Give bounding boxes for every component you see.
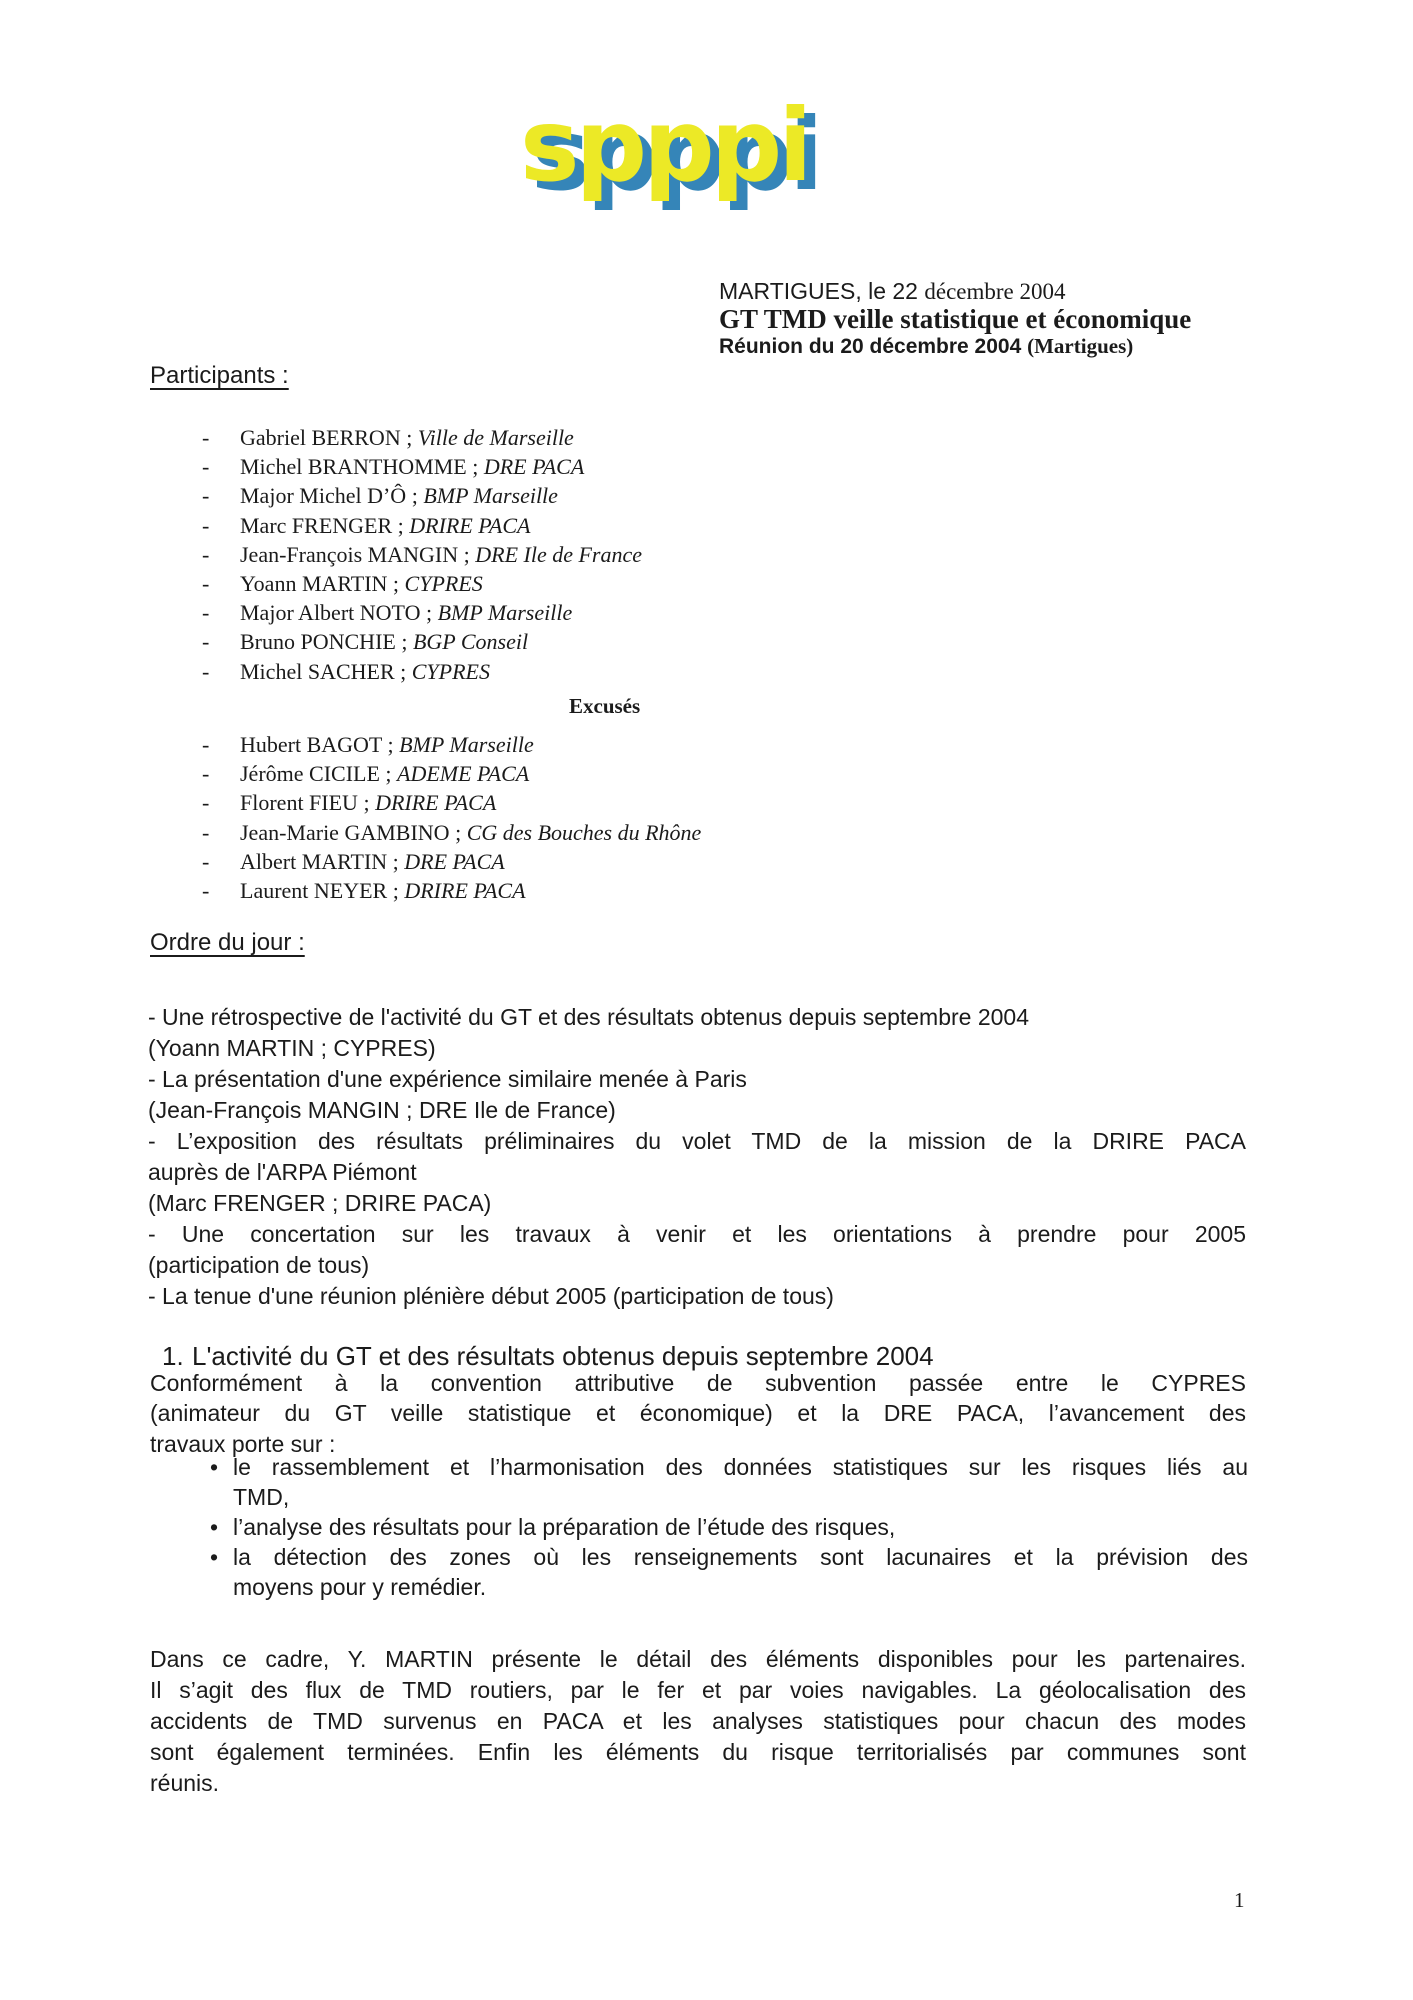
separator: ; [466,454,484,480]
dash-marker: - [202,571,210,597]
separator: ; [387,848,405,874]
dash-marker: - [202,541,210,567]
bullet-line: l’analyse des résultats pour la préparation de l’étude des risques, [233,1514,896,1540]
list-item [202,876,701,905]
participant-org: DRE PACA [404,848,505,874]
participant-org: CG des Bouches du Rhône [466,819,702,845]
bullet-item [210,1452,1248,1512]
dash-marker: - [202,848,210,874]
section-number: 1. [162,1341,184,1371]
participants-heading: Participants : [150,362,289,389]
participant-org: ADEME PACA [397,761,530,787]
closing-line: réunis. [150,1770,220,1796]
agenda-line: - La tenue d'une réunion plénière début 2005 (participation de tous) [148,1283,834,1309]
subtitle-place: (Martigues) [1027,334,1134,358]
list-item [202,759,701,788]
dash-marker: - [202,483,210,509]
participant-name: Jérôme CICILE [240,761,380,787]
participant-org: BMP Marseille [437,600,573,626]
participant-name: Yoann MARTIN [240,571,388,597]
bullet-line: le rassemblement et l’harmonisation des données statistiques sur les risques liés au [233,1454,1248,1480]
document-header [719,279,1191,359]
list-item [202,511,642,540]
bullet-marker: • [210,1514,219,1540]
participant-name: Florent FIEU [240,790,358,816]
participant-org: DRE Ile de France [475,541,643,567]
agenda-list [148,1002,1246,1312]
list-item [202,818,701,847]
participant-entry [240,423,574,452]
closing-line: Il s’agit des flux de TMD routiers, par le fer et par voies navigables. La géolocalisation des [150,1677,1246,1703]
participant-entry [240,627,528,656]
participant-org: BMP Marseille [399,732,534,757]
section-intro [150,1368,1246,1459]
bullet-item [210,1542,1248,1602]
dash-marker: - [202,732,210,757]
list-item [202,847,701,876]
separator: ; [458,541,476,567]
agenda-line: - La présentation d'une expérience similaire menée à Paris [148,1066,747,1092]
participant-org: CYPRES [404,571,483,597]
closing-line: Dans ce cadre, Y. MARTIN présente le détail des éléments disponibles pour les partenaires. [150,1646,1246,1672]
document-subtitle [719,334,1191,359]
bullet-line: la détection des zones où les renseignements sont lacunaires et la prévision des [233,1544,1248,1570]
participant-name: Michel SACHER [240,658,395,684]
separator: ; [392,512,410,538]
date-month: décembre 2004 [924,279,1066,304]
participant-name: Major Albert NOTO [240,600,421,626]
participant-name: Laurent NEYER [240,878,388,904]
closing-line: accidents de TMD survenus en PACA et les analyses statistiques pour chacun des modes [150,1708,1246,1734]
dash-marker: - [202,658,210,684]
bullet-line: TMD, [233,1484,290,1510]
participant-name: Bruno PONCHIE [240,629,396,655]
participant-name: Michel BRANTHOMME [240,454,467,480]
bullet-line: moyens pour y remédier. [233,1574,487,1600]
participant-entry [240,511,530,540]
bullet-marker: • [210,1454,219,1480]
document-title: GT TMD veille statistique et économique [719,304,1192,334]
participant-org: DRIRE PACA [404,878,526,904]
intro-line: travaux porte sur : [150,1430,336,1457]
list-item [202,481,642,510]
separator: ; [357,790,376,816]
participant-org: CYPRES [411,658,490,684]
participant-name: Major Michel D’Ô [240,483,407,509]
participant-org: DRE PACA [483,454,585,480]
participant-name: Hubert BAGOT [240,732,382,757]
participant-org: BGP Conseil [412,629,529,655]
list-item [202,788,701,817]
separator: ; [406,483,424,509]
agenda-line: - Une concertation sur les travaux à venir et les orientations à prendre pour 2005 [148,1221,1246,1247]
agenda-line: - Une rétrospective de l'activité du GT et des résultats obtenus depuis septembre 2004 [148,1004,1030,1030]
bullet-item [210,1512,1248,1542]
separator: ; [395,629,413,655]
participant-name: Gabriel BERRON [240,425,401,450]
list-item [202,598,642,627]
participant-entry [240,540,642,569]
agenda-line: auprès de l'ARPA Piémont [148,1159,417,1185]
list-item [202,730,701,759]
agenda-line: (participation de tous) [148,1252,370,1278]
bullet-text [233,1452,1248,1512]
separator: ; [449,819,467,845]
agenda-heading: Ordre du jour : [150,929,305,956]
dash-marker: - [202,600,210,626]
agenda-line: (Marc FRENGER ; DRIRE PACA) [148,1190,492,1216]
participant-name: Albert MARTIN [240,848,388,874]
dash-marker: - [202,761,210,787]
separator: ; [400,425,418,450]
participant-entry [240,481,558,510]
dash-marker: - [202,819,210,845]
participant-entry [240,847,505,876]
separator: ; [420,600,438,626]
agenda-line: - L’exposition des résultats préliminaires du volet TMD de la mission de la DRIRE PACA [148,1128,1246,1154]
bullet-marker: • [210,1544,219,1570]
bullet-text [233,1542,1248,1602]
spppi-logo: spppi [520,87,809,204]
participant-name: Jean-Marie GAMBINO [240,819,450,845]
list-item [202,627,642,656]
participant-name: Marc FRENGER [240,512,393,538]
date-line [719,279,1191,304]
participant-entry [240,759,529,788]
participant-entry [240,876,526,905]
date-city: MARTIGUES, le 22 [719,278,925,304]
excused-heading: Excusés [569,694,641,718]
separator: ; [379,761,398,787]
participant-org: Ville de Marseille [417,425,574,450]
dash-marker: - [202,512,210,538]
participant-entry [240,452,584,481]
list-item [202,452,642,481]
dash-marker: - [202,790,210,816]
separator: ; [381,732,400,757]
closing-line: sont également terminées. Enfin les éléments du risque territorialisés par communes sont [150,1739,1246,1765]
participants-list [202,423,642,686]
participant-org: DRIRE PACA [375,790,497,816]
excused-list [202,730,701,905]
bullet-text [233,1512,1248,1542]
separator: ; [394,658,412,684]
list-item [202,569,642,598]
participant-org: BMP Marseille [423,483,558,509]
agenda-line: (Jean-François MANGIN ; DRE Ile de France) [148,1097,616,1123]
participant-entry [240,730,534,759]
separator: ; [387,571,405,597]
list-item [202,423,642,452]
list-item [202,657,642,686]
participant-entry [240,818,701,847]
participant-name: Jean-François MANGIN [240,541,459,567]
page-number: 1 [1234,1888,1245,1912]
dash-marker: - [202,454,210,480]
participant-entry [240,569,483,598]
participant-entry [240,657,490,686]
agenda-line: (Yoann MARTIN ; CYPRES) [148,1035,436,1061]
dash-marker: - [202,878,210,904]
bullet-list [210,1452,1248,1602]
dash-marker: - [202,425,210,450]
separator: ; [387,878,405,904]
list-item [202,540,642,569]
section-title: L'activité du GT et des résultats obtenus depuis septembre 2004 [192,1341,934,1371]
intro-line: (animateur du GT veille statistique et économique) et la DRE PACA, l’avancement des [150,1400,1246,1427]
participant-entry [240,598,572,627]
closing-paragraph [150,1644,1246,1799]
participant-entry [240,788,496,817]
participant-org: DRIRE PACA [409,512,531,538]
dash-marker: - [202,629,210,655]
subtitle-main: Réunion du 20 décembre 2004 [719,335,1028,358]
intro-line: Conformément à la convention attributive de subvention passée entre le CYPRES [150,1370,1246,1396]
